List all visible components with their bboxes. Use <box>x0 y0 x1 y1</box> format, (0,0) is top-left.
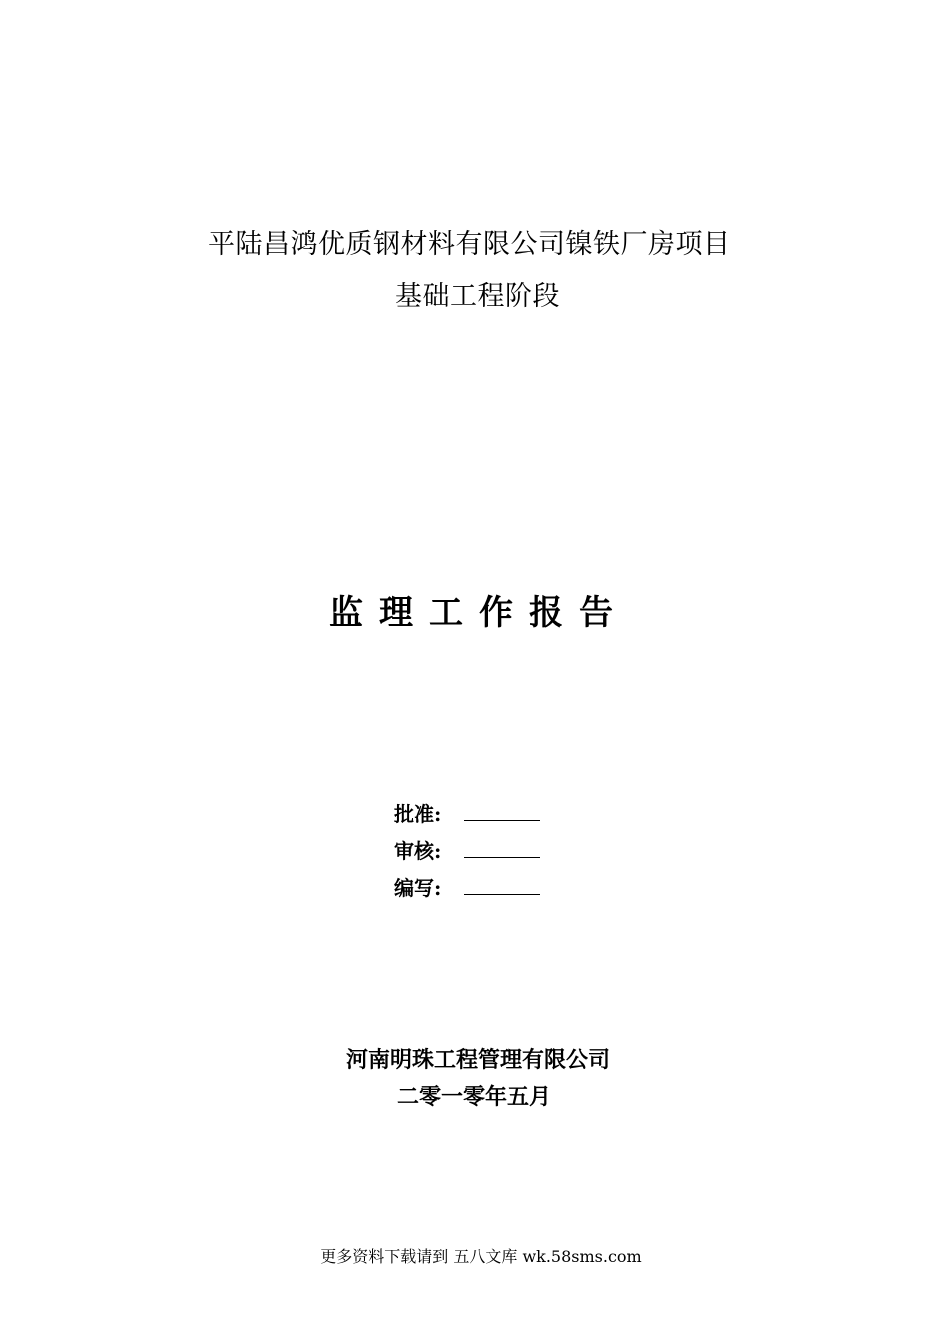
approve-signature-line <box>464 819 540 821</box>
signoff-row-review <box>394 827 540 864</box>
review-label: 审核: <box>394 839 442 863</box>
signoff-block <box>394 790 540 901</box>
author-signature-line <box>464 893 540 895</box>
issuer-company: 河南明珠工程管理有限公司 <box>345 1047 610 1073</box>
signoff-row-author <box>394 864 540 901</box>
project-stage: 基础工程阶段 <box>395 281 560 312</box>
footer-note: 更多资料下载请到 五八文库 wk.58sms.com <box>320 1247 642 1266</box>
report-title: 监理工作报告 <box>329 593 629 633</box>
review-signature-line <box>464 856 540 858</box>
author-label: 编写: <box>394 876 442 900</box>
issue-date: 二零一零年五月 <box>397 1084 552 1110</box>
project-name: 平陆昌鸿优质钢材料有限公司镍铁厂房项目 <box>208 229 731 260</box>
approve-label: 批准: <box>394 802 442 826</box>
signoff-row-approve <box>394 790 540 827</box>
